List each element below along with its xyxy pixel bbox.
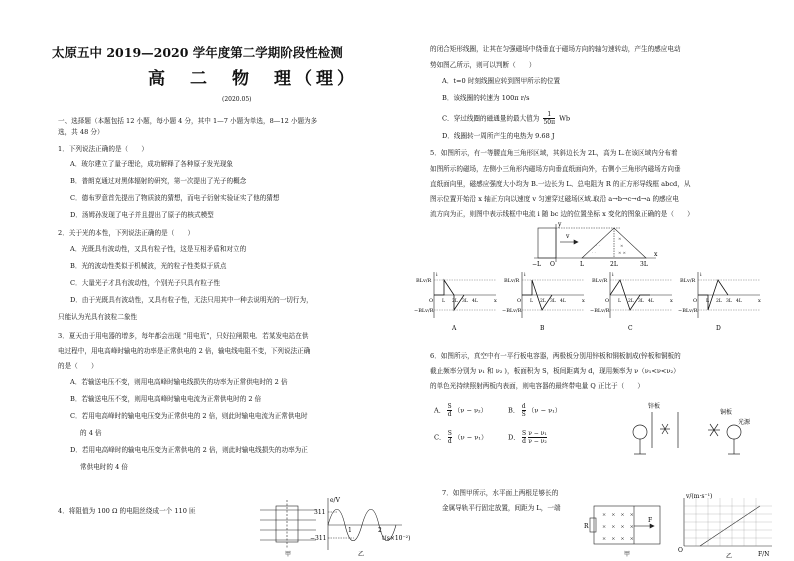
- q1-option-a: A．玻尔建立了量子理论，成功解释了各种原子发光现象: [70, 160, 234, 168]
- label-pos: BLv/R: [680, 278, 696, 284]
- q3-option-b: B．若输送电压不变，则用电高峰时输电电流为正常供电时的 2 倍: [70, 395, 262, 403]
- q6-c-tail: （ν − ν₁）: [453, 433, 488, 442]
- q4-fig-t1: 1: [348, 527, 352, 534]
- q5-fig-o: O: [550, 261, 555, 268]
- svg-text:·: ·: [602, 236, 604, 241]
- q2-option-d-cont: 只能认为光具有波粒二象性: [58, 313, 138, 321]
- q3-option-c: C．若用电高峰时的输电电压变为正常供电的 2 倍，则此时输电电流为正常供电时: [70, 412, 308, 420]
- q4-fig-yi: 乙: [358, 551, 365, 558]
- q4-fig-ybot: −311: [310, 535, 327, 542]
- q5-fig-L: L: [580, 261, 584, 268]
- exam-title: 太原五中 2019—2020 学年度第二学期阶段性检测: [52, 45, 343, 60]
- q4-fig-t2: 2: [378, 527, 382, 534]
- q7-fig-F: F: [648, 517, 653, 524]
- label-x: x: [582, 298, 585, 304]
- q4-option-c: [442, 111, 570, 126]
- q5-graph-d: [680, 270, 764, 332]
- label-neg: −BLv/R: [414, 308, 434, 314]
- svg-text:× ×: × ×: [618, 250, 626, 255]
- tick-4L: 4L: [736, 299, 742, 304]
- option-letter: D: [716, 325, 721, 332]
- q6-d-fraction: [522, 430, 526, 445]
- q6-fig-light: 光源: [738, 419, 751, 426]
- q5-fig-y: y: [558, 221, 562, 228]
- label-neg: −BLv/R: [590, 308, 610, 314]
- q7-fig-ylabel: v/(m·s⁻¹): [686, 493, 713, 500]
- q5-stem-5: 流方向为正，则图中表示线框中电流 i 随 bc 边的位置坐标 x 变化的图象正确的是（ ）: [430, 210, 694, 218]
- tick-L: L: [618, 299, 621, 304]
- tick-2L: 2L: [716, 299, 722, 304]
- q4-option-c-text: C．穿过线圈的磁通量的最大值为: [442, 114, 540, 123]
- label-neg: −BLv/R: [678, 308, 698, 314]
- q5-fig-3L: 3L: [640, 261, 648, 268]
- q7-fig-yi: 乙: [726, 553, 733, 560]
- label-x: x: [758, 298, 761, 304]
- tick-L: L: [706, 299, 709, 304]
- label-x: x: [670, 298, 673, 304]
- q6-c-fraction: [448, 430, 452, 445]
- label-x: x: [494, 298, 497, 304]
- q6-figure-capacitor: [622, 398, 752, 460]
- q6-d-num: S: [522, 430, 527, 437]
- svg-text:× × × ×: × × × ×: [602, 512, 634, 518]
- q4-stem-3: 势如图乙所示，则可以判断（ ）: [430, 61, 536, 69]
- tick-2L: 2L: [540, 299, 546, 304]
- q2-option-c: C．大量光子才具有波动性，个别光子只具有粒子性: [70, 279, 221, 287]
- q5-graph-c: [592, 270, 676, 332]
- tick-3L: 3L: [550, 299, 556, 304]
- q6-stem-1: 6．如图所示，真空中有一平行板电容器，两极板分别用锌板和铜板制成(锌板和铜板的: [430, 352, 681, 360]
- q6-d-den2: ν − ν₂: [528, 438, 547, 445]
- q5-fig-v: v: [566, 233, 570, 240]
- q4-stem-2: 的闭合矩形线圈，让其在匀强磁场中绕垂直于磁场方向的轴匀速转动，产生的感应电动: [430, 45, 681, 53]
- q6-option-c-label: C．: [434, 433, 446, 442]
- q4-option-b: B．该线圈的转速为 100π r/s: [442, 94, 530, 102]
- q6-fig-zinc: 锌板: [648, 403, 661, 410]
- q3-option-d: D．若用电高峰时的输电电压变为正常供电的 2 倍，则此时输电线损失的功率为正: [70, 446, 308, 454]
- q2-option-b: B．光的波动性类似于机械波，光的粒子性类似于质点: [70, 262, 227, 270]
- q3-option-c-cont: 的 4 倍: [80, 429, 102, 437]
- q5-fig-2L: 2L: [610, 261, 618, 268]
- exam-subject: 高 二 物 理（理）: [148, 69, 358, 89]
- label-i: i: [436, 272, 438, 278]
- option-letter: A: [452, 325, 457, 332]
- svg-text:× × × ×: × × × ×: [602, 524, 634, 530]
- tick-3L: 3L: [726, 299, 732, 304]
- tick-L: L: [442, 299, 445, 304]
- q4-fig-xlabel: t(s×10⁻²): [382, 535, 411, 542]
- svg-text:×: ×: [620, 243, 624, 248]
- option-letter: B: [540, 325, 545, 332]
- q6-option-a-label: A．: [434, 406, 446, 415]
- q6-option-a: [434, 403, 487, 418]
- q1-option-c: C．德布罗意首先提出了物质波的猜想，而电子衍射实验证实了他的猜想: [70, 194, 280, 202]
- label-pos: BLv/R: [592, 278, 608, 284]
- section-heading-cont: 选，共 48 分）: [58, 128, 104, 136]
- q7-figure-vf-graph: [674, 494, 778, 560]
- q4-flux-den: 50π: [543, 119, 556, 126]
- tick-3L: 3L: [462, 299, 468, 304]
- q3-option-d-cont: 常供电时的 4 倍: [80, 463, 128, 471]
- tick-3L: 3L: [638, 299, 644, 304]
- q6-option-b: [508, 403, 561, 418]
- q4-fig-ylabel: e/V: [330, 497, 340, 504]
- q6-a-num: S: [447, 403, 452, 410]
- q1-option-b: B．普朗克通过对黑体辐射的研究，第一次提出了光子的概念: [70, 177, 247, 185]
- q4-option-d: D．线圈转一周所产生的电热为 9.68 J: [442, 132, 555, 140]
- q6-d-num2: ν − ν₁: [528, 430, 547, 437]
- q7-stem-1: 7．如图甲所示，水平面上两根足够长的: [442, 489, 559, 497]
- q5-stem-2: 如图所示的磁场，左侧小三角形内磁场方向垂直纸面向外，右侧小三角形内磁场方向垂: [430, 165, 681, 173]
- q2-option-a: A．光既具有波动性，又具有粒子性，这是互相矛盾和对立的: [70, 245, 247, 253]
- q3-option-a: A．若输送电压不变，则用电高峰时输电线损失的功率为正常供电时的 2 倍: [70, 378, 288, 386]
- q6-a-fraction: [447, 403, 451, 418]
- q5-fig-mL: −L: [532, 261, 542, 268]
- q4-figure-emf-graph: [310, 496, 411, 558]
- svg-text:× × × ×: × × × ×: [602, 536, 634, 542]
- tick-2L: 2L: [628, 299, 634, 304]
- label-i: i: [700, 272, 702, 278]
- label-i: i: [524, 272, 526, 278]
- q5-graph-b: [504, 270, 588, 332]
- q5-fig-x: x: [654, 251, 658, 258]
- q6-c-num: S: [447, 430, 452, 437]
- q4-figure-coil: [258, 496, 318, 556]
- q3-stem-2: 电过程中，用电高峰时输电的功率是正常供电的 2 倍，输电线电阻不变，下列说法正确: [58, 347, 311, 355]
- svg-text:· ·: · ·: [592, 250, 596, 255]
- q2-stem: 2．关于光的本性，下列说法正确的是（ ）: [58, 229, 195, 237]
- tick-L: L: [530, 299, 533, 304]
- label-o: O: [517, 298, 522, 304]
- q6-b-fraction: [522, 403, 526, 418]
- q4-fig-ytop: 311: [314, 509, 326, 516]
- q1-option-d: D．汤姆孙发现了电子并且提出了原子的核式模型: [70, 211, 214, 219]
- q6-stem-3: 的单色光持续照射两板内表面，则电容器的最终带电量 Q 正比于（ ）: [430, 382, 645, 390]
- q6-option-d: [508, 430, 547, 445]
- q4-flux-num: 1: [543, 111, 555, 119]
- q7-fig-jia: 甲: [624, 551, 631, 558]
- label-neg: −BLv/R: [502, 308, 522, 314]
- q6-option-c: [434, 430, 488, 445]
- q6-fig-copper: 铜板: [720, 409, 733, 416]
- q6-b-tail: （ν − ν₁）: [527, 406, 562, 415]
- q1-stem: 1．下列说法正确的是（ ）: [58, 145, 148, 153]
- q6-b-den: S: [521, 411, 526, 418]
- exam-date: (2020.05): [222, 96, 252, 103]
- q6-d-den: d: [522, 438, 526, 445]
- q2-option-d: D．由于光既具有波动性，又具有粒子性，无法只用其中一种去说明光的一切行为，: [70, 296, 313, 304]
- q6-option-b-label: B．: [508, 406, 520, 415]
- q7-figure-rails: [584, 500, 664, 560]
- q6-d-fraction2: [528, 430, 547, 445]
- tick-4L: 4L: [560, 299, 566, 304]
- q6-a-den: d: [447, 411, 452, 418]
- tick-4L: 4L: [472, 299, 478, 304]
- q7-stem-2: 金属导轨平行固定放置，间距为 L，一端: [442, 504, 561, 512]
- option-letter: C: [628, 325, 633, 332]
- q5-stem-1: 5．如图所示，有一等腰直角三角形区域，其斜边长为 2L，高为 L.在该区域内分布着: [430, 149, 678, 157]
- svg-text:×: ×: [618, 236, 622, 241]
- label-pos: BLv/R: [504, 278, 520, 284]
- q5-stem-3: 直纸面向里，磁感应强度大小均为 B.一边长为 L、总电阻为 R 的正方形导线框 abcd，从: [430, 180, 691, 188]
- q6-stem-2: 截止频率分别为 ν₁ 和 ν₂ )，板面积为 S，板间距离为 d，现用频率为 ν（ν₁<ν<ν₂）: [430, 367, 680, 375]
- svg-text:· ·: · ·: [596, 243, 600, 248]
- q5-graph-a: [416, 270, 500, 332]
- q3-stem-3: 的是（ ）: [58, 362, 98, 370]
- q4-fig-jia: 甲: [285, 551, 292, 558]
- q5-stem-4: 图示位置开始沿 x 轴正方向以速度 v 匀速穿过磁场区域.取沿 a→b→c→d→a 的感应电: [430, 195, 679, 203]
- label-o: O: [605, 298, 610, 304]
- q4-option-a: A．t=0 时刻线圈应转到图甲所示的位置: [442, 77, 561, 85]
- tick-4L: 4L: [648, 299, 654, 304]
- tick-2L: 2L: [452, 299, 458, 304]
- section-heading: 一、选择题（本题包括 12 小题，每小题 4 分，其中 1—7 小题为单选，8—12 小题为多: [58, 117, 318, 125]
- q6-a-tail: （ν − ν₂）: [453, 406, 488, 415]
- q7-fig-xlabel: F/N: [758, 551, 770, 558]
- q3-stem-1: 3．夏天由于用电器的增多，每年都会出现 “用电荒”，只好拉闸限电．若某发电站在供: [58, 332, 309, 340]
- q4-stem-1: 4．将阻值为 100 Ω 的电阻丝绕成一个 110 匝: [58, 507, 196, 515]
- q6-b-num: d: [521, 403, 526, 410]
- q7-fig-o: O: [678, 547, 683, 554]
- label-i: i: [612, 272, 614, 278]
- label-pos: BLv/R: [416, 278, 432, 284]
- q4-flux-unit: Wb: [559, 114, 571, 123]
- q7-fig-R: R: [584, 523, 589, 530]
- q4-flux-fraction: [543, 111, 555, 126]
- right-column: [412, 0, 794, 561]
- q6-c-den: d: [447, 438, 452, 445]
- q6-option-d-label: D．: [508, 433, 520, 442]
- label-o: O: [429, 298, 434, 304]
- q5-figure-field: [530, 222, 660, 268]
- label-o: O: [693, 298, 698, 304]
